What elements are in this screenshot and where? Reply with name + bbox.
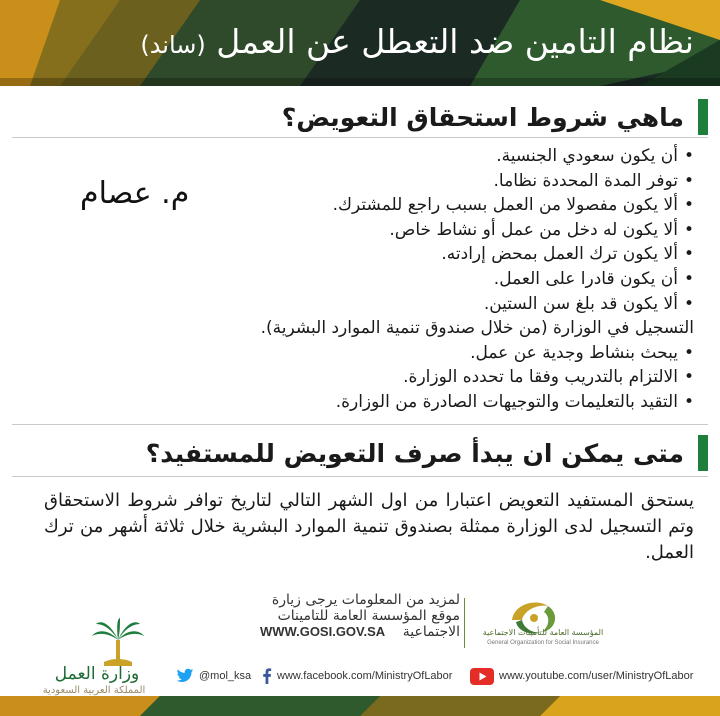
title-main: نظام التامين ضد التعطل عن العمل: [216, 22, 694, 61]
list-item: •ألا يكون قد بلغ سن الستين.: [483, 293, 694, 314]
section-heading-payment: [146, 434, 708, 472]
title-abbrev: (ساند): [140, 31, 206, 59]
info-line: موقع المؤسسة العامة للتامينات: [277, 608, 460, 624]
list-item: •ألا يكون له دخل من عمل أو نشاط خاص.: [389, 219, 694, 240]
info-line: الاجتماعية: [402, 624, 460, 640]
section-heading-conditions: [282, 98, 708, 136]
youtube-link[interactable]: www.youtube.com/user/MinistryOfLabor: [470, 665, 693, 687]
palm-tree-icon: [90, 618, 146, 668]
more-info-block: [260, 592, 460, 640]
heading-accent-bar: [698, 435, 708, 471]
author-signature: م. عصام: [80, 176, 190, 211]
list-item: •أن يكون سعودي الجنسية.: [496, 146, 694, 166]
divider: [12, 137, 708, 138]
payment-paragraph: يستحق المستفيد التعويض اعتبارا من اول الشهر التالي لتاريخ توافر شروط الاستحقاق وتم التسجيل لدى الوزارة ممثلة بصندوق تنمية الموارد البشرية خلال ثلاثة أشهر من ترك العمل.: [44, 490, 694, 563]
list-item: •يبحث بنشاط وجدية عن عمل.: [470, 342, 694, 363]
header-banner: [0, 0, 720, 86]
list-item: •توفر المدة المحددة نظاما.: [493, 170, 694, 191]
list-item: التسجيل في الوزارة (من خلال صندوق تنمية الموارد البشرية).: [260, 318, 694, 339]
list-item: •الالتزام بالتدريب وفقا ما تحدده الوزارة.: [403, 367, 694, 388]
gosi-website-link[interactable]: WWW.GOSI.GOV.SA: [260, 624, 386, 639]
divider: [12, 476, 708, 477]
bottom-color-strip: [0, 696, 720, 716]
facebook-icon: [262, 668, 272, 684]
heading-text: ماهي شروط استحقاق التعويض؟: [281, 102, 684, 132]
info-line: لمزيد من المعلومات يرجى زيارة: [271, 592, 460, 608]
ministry-country: المملكة العربية السعودية: [42, 685, 146, 696]
heading-accent-bar: [698, 99, 708, 135]
info-divider: [464, 598, 465, 648]
list-item: •ألا يكون مفصولا من العمل بسبب راجع للمشترك.: [332, 195, 694, 216]
youtube-icon: [470, 668, 494, 685]
page-title: [140, 14, 694, 73]
list-item: •أن يكون قادرا على العمل.: [493, 268, 694, 289]
list-item: •ألا يكون ترك العمل بمحض إرادته.: [441, 244, 694, 265]
twitter-icon: [176, 668, 194, 684]
heading-text: متى يمكن ان يبدأ صرف التعويض للمستفيد؟: [145, 438, 684, 468]
facebook-link[interactable]: www.facebook.com/MinistryOfLabor: [262, 665, 452, 687]
list-item: •التقيد بالتعليمات والتوجيهات الصادرة من الوزارة.: [335, 391, 694, 412]
ministry-name: وزارة العمل: [54, 664, 140, 684]
twitter-link[interactable]: @mol_ksa: [176, 665, 251, 687]
gosi-name: المؤسسة العامة للتأمينات الاجتماعية General Organization for Social Insurance: [482, 628, 604, 646]
divider: [12, 424, 708, 425]
